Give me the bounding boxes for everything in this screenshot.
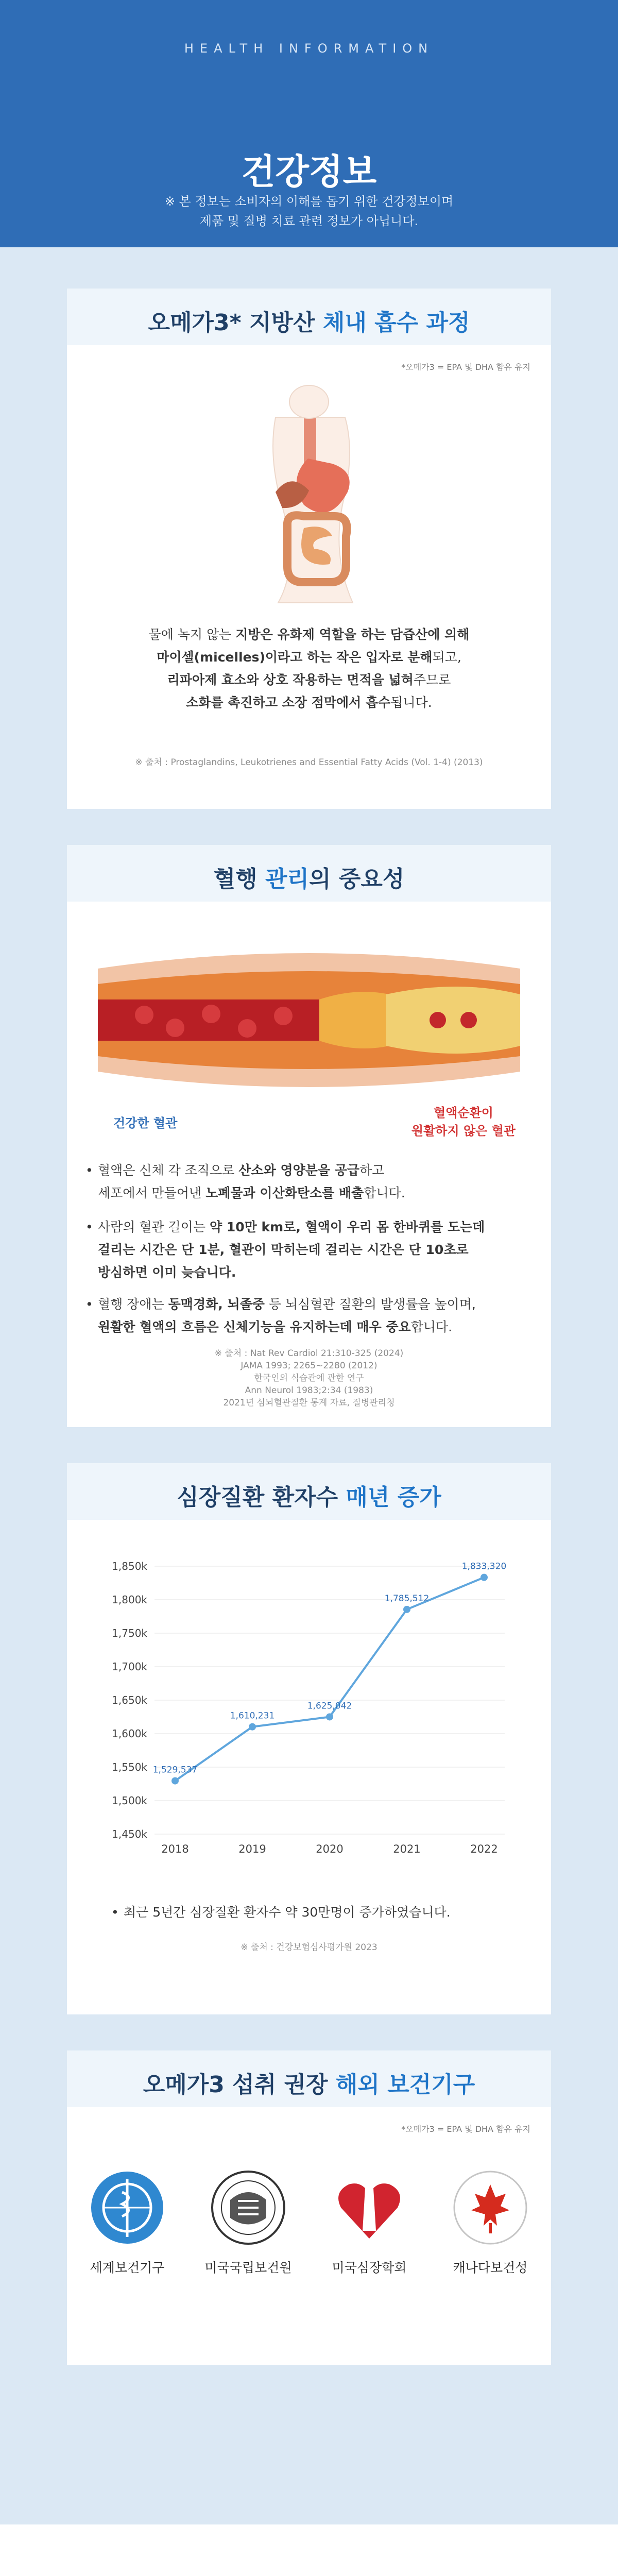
source-line: ※ 출처 : Nat Rev Cardiol 21:310-325 (2024) xyxy=(214,1348,404,1359)
y-tick-label: 1,550k xyxy=(112,1761,147,1773)
title-post: 의 중요성 xyxy=(309,866,405,892)
footnote: *오메가3 = EPA 및 DHA 함유 유지 xyxy=(401,362,530,372)
text-bold: 노폐물과 이산화탄소를 배출 xyxy=(205,1185,364,1200)
org-logo-row xyxy=(67,2169,551,2303)
x-tick-label: 2021 xyxy=(393,1843,421,1855)
y-tick-label: 1,600k xyxy=(112,1727,147,1740)
label-line: 혈액순환이 xyxy=(434,1106,493,1120)
text: 하고 xyxy=(359,1163,385,1178)
data-point xyxy=(480,1574,488,1581)
y-tick-label: 1,500k xyxy=(112,1794,147,1807)
aha-heart-torch-icon xyxy=(331,2169,408,2246)
org-name: 캐나다보건성 xyxy=(453,2260,528,2275)
card-title xyxy=(67,304,551,337)
text-line xyxy=(67,646,551,669)
label-healthy-vessel: 건강한 혈관 xyxy=(113,1116,178,1130)
text-bold: 리파아제 효소와 상호 작용하는 면적을 넓혀 xyxy=(167,672,414,687)
hero-subtitle-line: ※ 본 정보는 소비자의 이해를 돕기 위한 건강정보이며 xyxy=(164,194,454,209)
text-bold: 마이셀(micelles)이라고 하는 작은 입자로 분해 xyxy=(157,650,433,665)
card-header xyxy=(67,2050,551,2107)
card-title xyxy=(67,860,551,893)
text-bold: 원활한 혈액의 흐름은 신체기능을 유지하는데 매우 중요 xyxy=(98,1319,411,1334)
hero-banner xyxy=(0,0,618,247)
card-header xyxy=(67,1463,551,1520)
data-point xyxy=(403,1606,410,1613)
y-tick-label: 1,650k xyxy=(112,1694,147,1706)
text-line xyxy=(67,691,551,714)
source-note: ※ 출처 : Prostaglandins, Leukotrienes and Essential Fatty Acids (Vol. 1-4) (2013) xyxy=(135,757,483,768)
card-title xyxy=(67,2066,551,2099)
y-tick-label: 1,450k xyxy=(112,1828,147,1840)
hero-title: 건강정보 xyxy=(241,152,377,193)
title-pre: 혈행 xyxy=(213,866,258,892)
text-bold: 걸리는 시간은 단 1분, 혈관이 막히는데 걸리는 시간은 단 10초로 xyxy=(98,1242,469,1257)
text: 혈행 장애는 xyxy=(98,1297,168,1312)
source-line: 2021년 심뇌혈관질환 통계 자료, 질병관리청 xyxy=(223,1398,395,1408)
org-aha xyxy=(309,2169,430,2303)
footnote: *오메가3 = EPA 및 DHA 함유 유지 xyxy=(401,2124,530,2134)
org-name: 세계보건기구 xyxy=(90,2260,165,2275)
who-emblem-icon xyxy=(89,2169,166,2246)
circulation-card xyxy=(67,845,551,1427)
chart-summary: • 최근 5년간 심장질환 환자수 약 30만명이 증가하였습니다. xyxy=(124,1901,546,1924)
text-bold: 산소와 영양분을 공급 xyxy=(238,1163,360,1178)
text: 사람의 혈관 길이는 xyxy=(98,1219,210,1234)
text: 됩니다. xyxy=(390,695,432,710)
text-line xyxy=(67,669,551,691)
data-label: 1,625,042 xyxy=(307,1701,352,1711)
data-point xyxy=(326,1713,333,1720)
title-pre: 오메가3* 지방산 xyxy=(148,310,315,336)
patient-count-line-chart xyxy=(98,1556,520,1875)
text-line xyxy=(67,623,551,646)
title-accent: 체내 흡수 과정 xyxy=(322,310,470,336)
text-bold: 소화를 촉진하고 소장 점막에서 흡수 xyxy=(186,695,391,710)
data-label: 1,529,537 xyxy=(152,1765,198,1775)
y-tick-label: 1,850k xyxy=(112,1560,147,1572)
source-list xyxy=(67,1347,551,1409)
text-bold: 약 10만 km로, 혈액이 우리 몸 한바퀴를 도는데 xyxy=(210,1219,485,1234)
org-nih xyxy=(188,2169,309,2303)
text: 세포에서 만들어낸 xyxy=(98,1185,206,1200)
title-accent: 매년 증가 xyxy=(346,1484,441,1511)
nih-seal-icon xyxy=(210,2169,287,2246)
source-line: Ann Neurol 1983;2:34 (1983) xyxy=(245,1385,373,1396)
label-poor-vessel xyxy=(397,1103,530,1139)
y-tick-label: 1,700k xyxy=(112,1660,147,1673)
text: 주므로 xyxy=(413,672,451,687)
data-point xyxy=(249,1723,256,1731)
text: 혈액은 신체 각 조직으로 xyxy=(98,1163,239,1178)
heart-disease-card xyxy=(67,1463,551,2014)
y-tick-label: 1,800k xyxy=(112,1594,147,1606)
digestive-system-illustration xyxy=(227,381,391,608)
org-who xyxy=(67,2169,188,2303)
label-line: 원활하지 않은 혈관 xyxy=(411,1124,516,1138)
hero-eyebrow: HEALTH INFORMATION xyxy=(184,41,434,56)
card-header xyxy=(67,289,551,345)
card-header xyxy=(67,845,551,902)
text: 합니다. xyxy=(410,1319,453,1334)
bullet-circulation-disorder xyxy=(98,1293,520,1338)
text: 등 뇌심혈관 질환의 발생률을 높이며, xyxy=(264,1297,476,1312)
text: 되고, xyxy=(432,650,461,665)
data-label: 1,833,320 xyxy=(461,1561,507,1572)
y-tick-label: 1,750k xyxy=(112,1627,147,1639)
org-name: 미국국립보건원 xyxy=(204,2260,292,2275)
text: 합니다. xyxy=(364,1185,405,1200)
hero-subtitle-line: 제품 및 질병 치료 관련 정보가 아닙니다. xyxy=(199,214,419,228)
data-label: 1,785,512 xyxy=(384,1593,430,1604)
title-pre: 심장질환 환자수 xyxy=(177,1484,338,1511)
source-line: 한국인의 식습관에 관한 연구 xyxy=(254,1373,364,1383)
x-tick-label: 2020 xyxy=(316,1843,344,1855)
blood-vessel-illustration xyxy=(98,922,520,1118)
title-accent: 관리 xyxy=(265,866,309,892)
x-tick-label: 2019 xyxy=(238,1843,266,1855)
text-bold: 지방은 유화제 역할을 하는 담즙산에 의해 xyxy=(235,627,470,642)
x-tick-label: 2018 xyxy=(161,1843,189,1855)
bullet-oxygen xyxy=(98,1159,520,1205)
absorption-card xyxy=(67,289,551,809)
text-bold: 방심하면 이미 늦습니다. xyxy=(98,1265,236,1280)
series-line xyxy=(175,1578,484,1781)
source-line: JAMA 1993; 2265~2280 (2012) xyxy=(241,1361,377,1371)
text-bold: 동맥경화, 뇌졸중 xyxy=(168,1297,265,1312)
text: 물에 녹지 않는 xyxy=(148,627,236,642)
title-accent: 해외 보건기구 xyxy=(335,2072,475,2098)
absorption-description xyxy=(67,623,551,714)
source-note: ※ 출처 : 건강보험심사평가원 2023 xyxy=(241,1942,377,1953)
card-title xyxy=(67,1479,551,1512)
org-health-canada xyxy=(430,2169,551,2303)
product-info-section xyxy=(0,2524,618,2576)
bullet-vessel-length xyxy=(98,1216,520,1284)
title-pre: 오메가3 섭취 권장 xyxy=(143,2072,328,2098)
data-point xyxy=(171,1777,179,1785)
x-tick-label: 2022 xyxy=(470,1843,498,1855)
org-name: 미국심장학회 xyxy=(332,2260,407,2275)
health-org-card xyxy=(67,2050,551,2365)
hero-subtitle xyxy=(0,192,618,231)
health-canada-icon xyxy=(452,2169,529,2246)
data-label: 1,610,231 xyxy=(230,1710,275,1721)
